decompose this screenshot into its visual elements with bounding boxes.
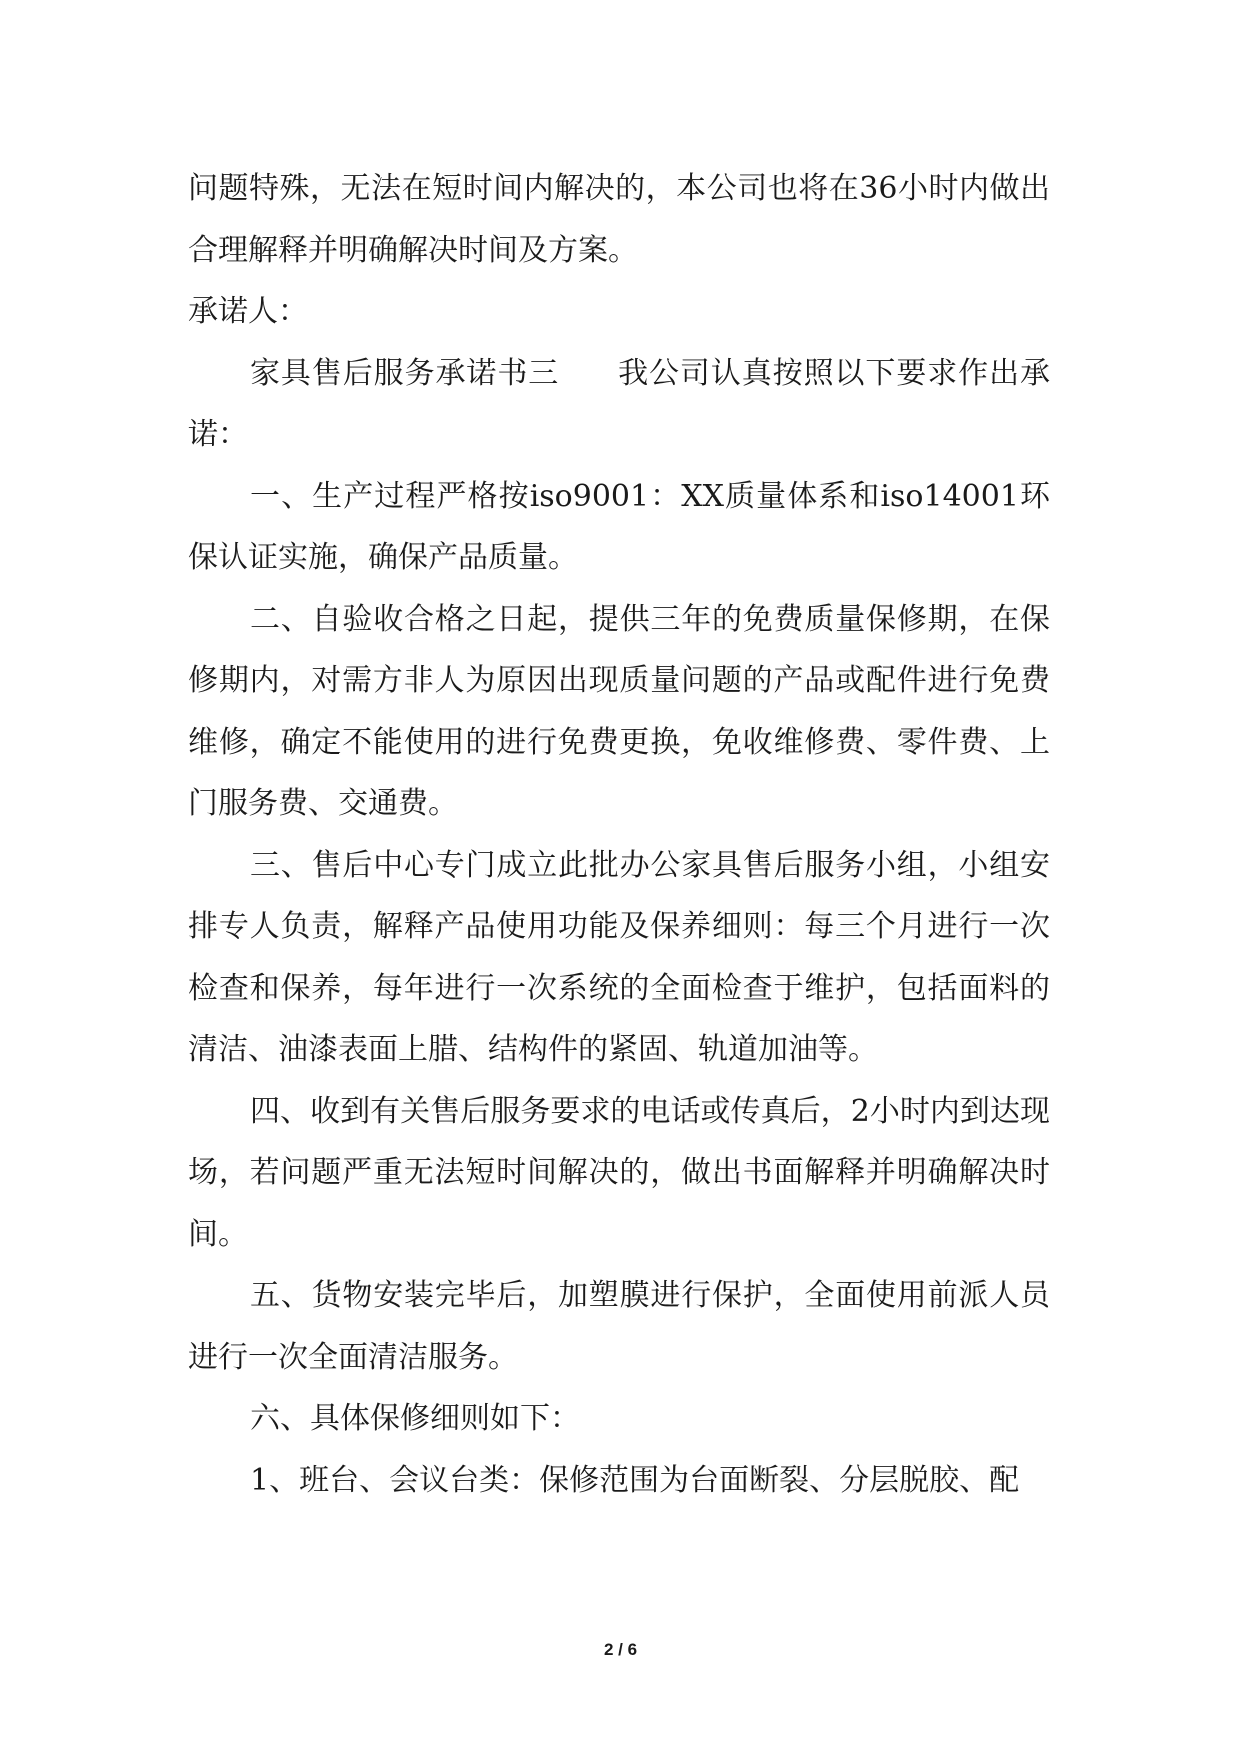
page-number: 2 / 6 xyxy=(603,1640,638,1659)
paragraph-item-five: 五、货物安装完毕后，加塑膜进行保护，全面使用前派人员进行一次全面清洁服务。 xyxy=(188,1278,1050,1375)
section-title: 家具售后服务承诺书三 xyxy=(250,355,560,391)
paragraph-section-three-intro xyxy=(188,343,1050,466)
paragraph-promisor-label: 承诺人： xyxy=(188,294,308,329)
paragraph-subitem-one: 1、班台、会议台类：保修范围为台面断裂、分层脱胶、配 xyxy=(250,1462,1020,1498)
paragraph-item-three: 三、售后中心专门成立此批办公家具售后服务小组，小组安排专人负责，解释产品使用功能及保养细则：每三个月进行一次检查和保养，每年进行一次系统的全面检查于维护，包括面料的清洁、油漆表面上腊、结构件的紧固、轨道加油等。 xyxy=(188,847,1050,1067)
paragraph-item-one: 一、生产过程严格按iso9001：XX质量体系和iso14001环保认证实施，确保产品质量。 xyxy=(188,478,1050,575)
paragraph-item-two: 二、自验收合格之日起，提供三年的免费质量保修期，在保修期内，对需方非人为原因出现质量问题的产品或配件进行免费维修，确定不能使用的进行免费更换，免收维修费、零件费、上门服务费、交通费。 xyxy=(188,601,1050,821)
section-intro-text: 我公司认真按照以下要求作出承诺： xyxy=(188,355,1051,452)
paragraph-item-six: 六、具体保修细则如下： xyxy=(250,1401,580,1436)
paragraph-item-four: 四、收到有关售后服务要求的电话或传真后，2小时内到达现场，若问题严重无法短时间解决的，做出书面解释并明确解决时间。 xyxy=(188,1093,1050,1252)
document-body xyxy=(188,158,1050,1511)
paragraph-continuation: 问题特殊，无法在短时间内解决的，本公司也将在36小时内做出合理解释并明确解决时间及方案。 xyxy=(188,171,1050,268)
